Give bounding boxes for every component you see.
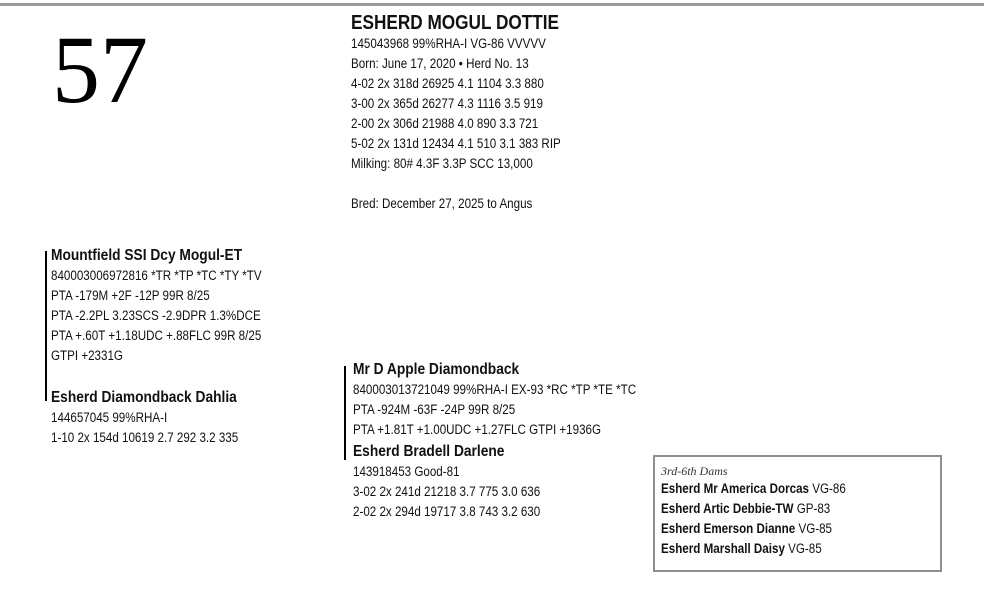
sire-bracket [45,251,47,401]
subject-bred: Bred: December 27, 2025 to Angus [351,196,533,211]
subject-id: 145043968 99%RHA-I VG-86 VVVVV [351,36,546,51]
sire-line: PTA +.60T +1.18UDC +.88FLC 99R 8/25 [51,328,262,343]
maternal-grandsire-block [353,360,682,440]
dams-box-item-name: Esherd Artic Debbie-TW [661,501,794,516]
dams-box-item-name: Esherd Emerson Dianne [661,521,796,536]
sire-line: 840003006972816 *TR *TP *TC *TY *TV [51,268,262,283]
subject-born: Born: June 17, 2020 • Herd No. 13 [351,56,529,71]
dams-box-item-score: VG-85 [788,541,822,556]
maternal-grandsire-bracket [344,366,346,460]
top-rule [0,3,984,6]
maternal-grandsire-line: PTA -924M -63F -24P 99R 8/25 [353,402,516,417]
granddam-line: 2-02 2x 294d 19717 3.8 743 3.2 630 [353,504,541,519]
dams-box-item [661,539,846,559]
subject-name: ESHERD MOGUL DOTTIE [351,12,560,34]
granddam-line: 3-02 2x 241d 21218 3.7 775 3.0 636 [353,484,541,499]
dams-box-item-name: Esherd Marshall Daisy [661,541,785,556]
subject-record: 5-02 2x 131d 12434 4.1 510 3.1 383 RIP [351,136,561,151]
maternal-grandsire-name: Mr D Apple Diamondback [353,361,520,378]
subject-record: 3-00 2x 365d 26277 4.3 1116 3.5 919 [351,96,543,111]
dams-box-item [661,519,846,539]
dam-line: 1-10 2x 154d 10619 2.7 292 3.2 335 [51,430,239,445]
maternal-grandsire-line: 840003013721049 99%RHA-I EX-93 *RC *TP *TE *TC [353,382,637,397]
dams-box-item [661,499,846,519]
dams-box-item [661,479,846,499]
maternal-grandsire-line: PTA +1.81T +1.00UDC +1.27FLC GTPI +1936G [353,422,602,437]
subject-record: 2-00 2x 306d 21988 4.0 890 3.3 721 [351,116,539,131]
sire-line: GTPI +2331G [51,348,123,363]
lot-number: 57 [52,16,148,123]
subject-block [351,12,595,214]
subject-milking: Milking: 80# 4.3F 3.3P SCC 13,000 [351,156,533,171]
dam-block [51,388,269,448]
dams-box-title: 3rd-6th Dams [661,464,728,478]
granddam-name: Esherd Bradell Darlene [353,443,505,460]
granddam-block [353,442,571,522]
sire-name: Mountfield SSI Dcy Mogul-ET [51,247,243,264]
sire-block [51,246,296,366]
dams-box-item-score: VG-85 [798,521,833,536]
dams-box [653,455,942,572]
dam-line: 144657045 99%RHA-I [51,410,168,425]
dams-box-item-name: Esherd Mr America Dorcas [661,481,809,496]
granddam-line: 143918453 Good-81 [353,464,460,479]
dams-box-item-score: VG-86 [812,481,846,496]
dam-name: Esherd Diamondback Dahlia [51,389,237,406]
subject-record: 4-02 2x 318d 26925 4.1 1104 3.3 880 [351,76,544,91]
sire-line: PTA -179M +2F -12P 99R 8/25 [51,288,210,303]
sire-line: PTA -2.2PL 3.23SCS -2.9DPR 1.3%DCE [51,308,261,323]
dams-box-item-score: GP-83 [796,501,831,516]
